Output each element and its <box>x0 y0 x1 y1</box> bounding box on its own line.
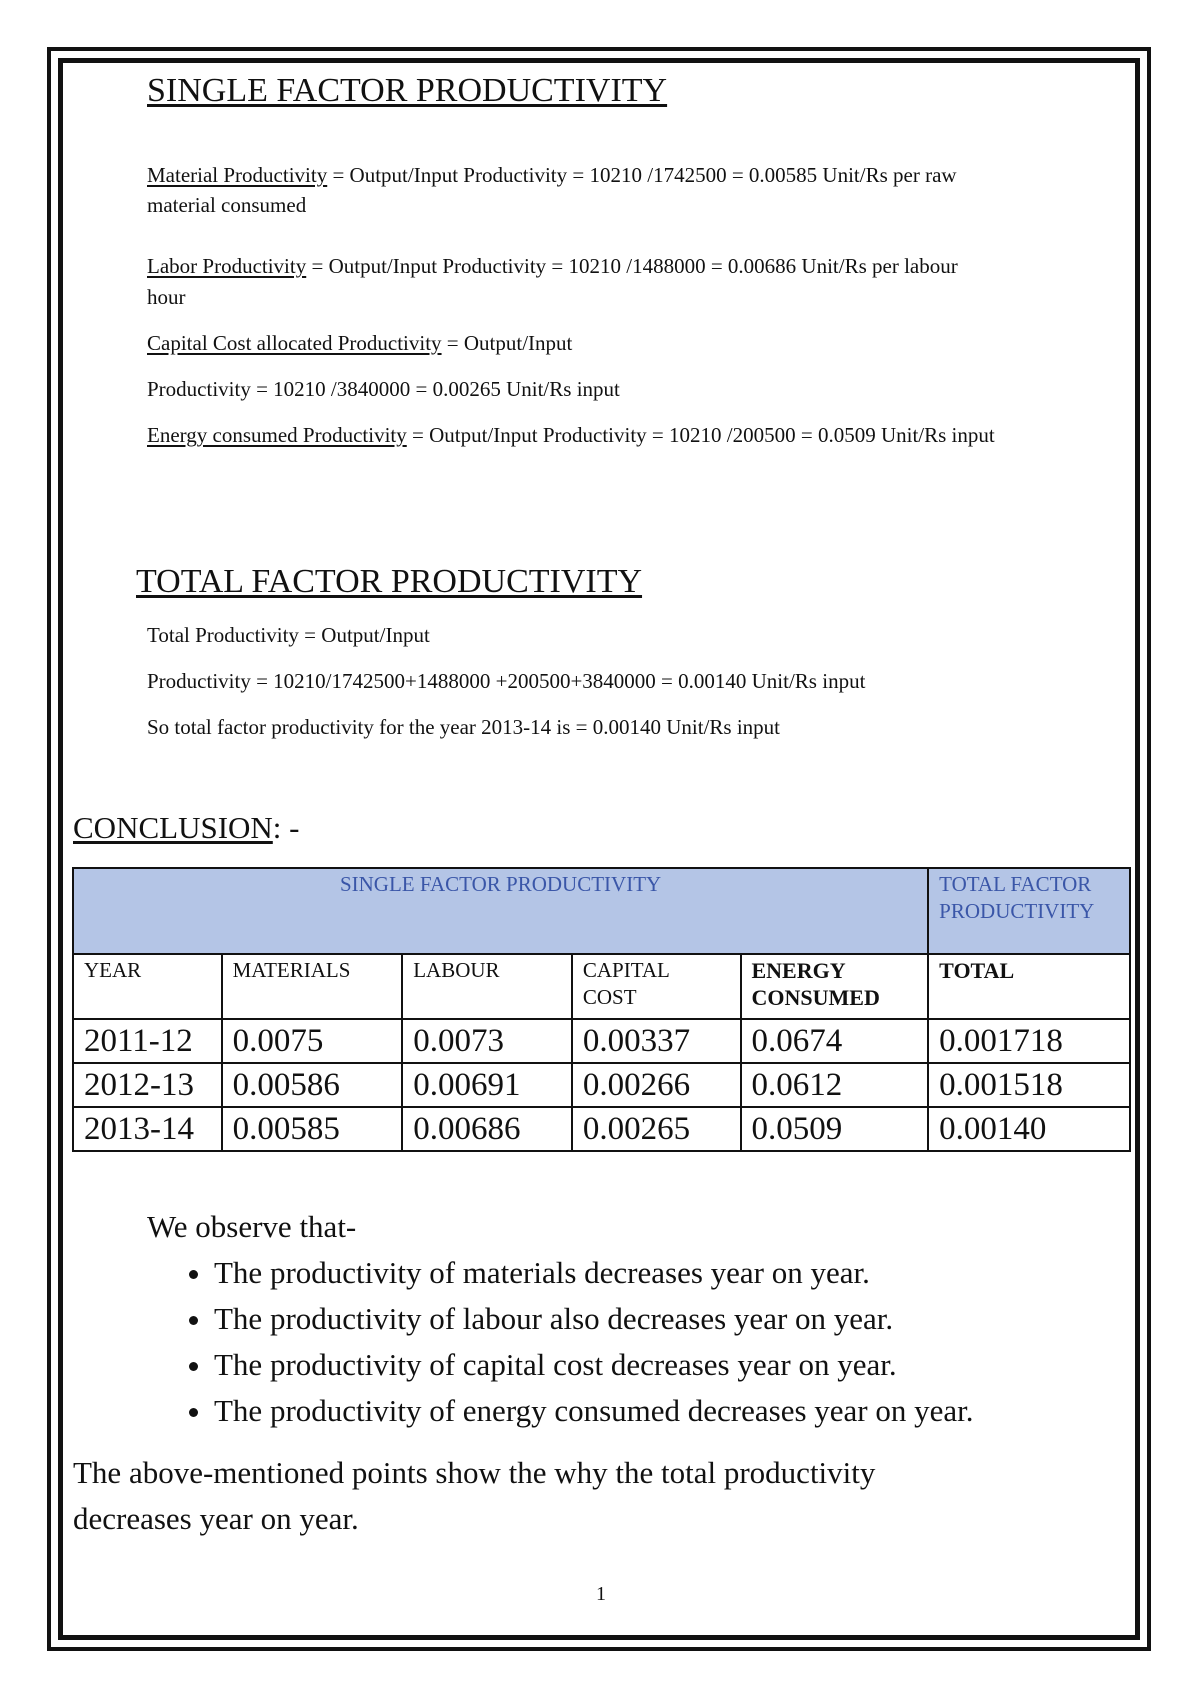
col-header-energy-line1: ENERGY <box>751 958 846 983</box>
observe-intro: We observe that- <box>147 1209 357 1244</box>
conclusion-title: CONCLUSION <box>73 810 273 845</box>
cell-capital-cost: 0.00266 <box>572 1063 741 1107</box>
productivity-table <box>72 867 1131 1152</box>
col-header-labour: LABOUR <box>402 954 572 1019</box>
total-factor-line1: Total Productivity = Output/Input <box>147 623 430 647</box>
conclusion-heading <box>73 810 299 846</box>
list-item: • The productivity of capital cost decreases year on year. <box>214 1342 974 1388</box>
labor-productivity-line <box>147 251 958 281</box>
summary-line1: The above-mentioned points show the why the total productivity <box>73 1455 876 1490</box>
labor-productivity-formula: = Output/Input Productivity = 10210 /1488000 = 0.00686 Unit/Rs per labour <box>306 254 958 278</box>
cell-labour: 0.00691 <box>402 1063 572 1107</box>
energy-productivity-line <box>147 420 995 450</box>
col-header-capital-line1: CAPITAL <box>582 958 670 982</box>
col-header-total: TOTAL <box>928 954 1130 1019</box>
capital-productivity-label: Capital Cost allocated Productivity <box>147 331 442 355</box>
cell-year: 2011-12 <box>73 1019 222 1063</box>
cell-total: 0.00140 <box>928 1107 1130 1151</box>
capital-productivity-line <box>147 328 572 358</box>
cell-energy-consumed: 0.0612 <box>741 1063 929 1107</box>
cell-capital-cost: 0.00337 <box>572 1019 741 1063</box>
table-row <box>73 1019 1130 1063</box>
material-productivity-label: Material Productivity <box>147 163 328 187</box>
col-header-capital-cost <box>572 954 741 1019</box>
col-header-materials: MATERIALS <box>222 954 403 1019</box>
cell-materials: 0.00585 <box>222 1107 403 1151</box>
cell-energy-consumed: 0.0509 <box>741 1107 929 1151</box>
cell-materials: 0.00586 <box>222 1063 403 1107</box>
capital-productivity-line2: Productivity = 10210 /3840000 = 0.00265 Unit/Rs input <box>147 377 620 401</box>
energy-productivity-label: Energy consumed Productivity <box>147 423 407 447</box>
group-header-total-line2: PRODUCTIVITY <box>939 899 1095 923</box>
col-header-year: YEAR <box>73 954 222 1019</box>
cell-materials: 0.0075 <box>222 1019 403 1063</box>
table-row <box>73 1107 1130 1151</box>
total-factor-heading: TOTAL FACTOR PRODUCTIVITY <box>136 563 643 600</box>
capital-productivity-formula: = Output/Input <box>441 331 573 355</box>
observations-list <box>172 1250 974 1434</box>
cell-labour: 0.0073 <box>402 1019 572 1063</box>
table-group-header-row <box>73 868 1130 954</box>
table-column-header-row <box>73 954 1130 1019</box>
col-header-energy-consumed <box>741 954 929 1019</box>
material-productivity-cont: material consumed <box>147 193 307 217</box>
list-item: • The productivity of energy consumed decreases year on year. <box>214 1388 974 1434</box>
conclusion-suffix: : - <box>272 810 300 845</box>
col-header-energy-line2: CONSUMED <box>751 985 880 1010</box>
material-productivity-formula: = Output/Input Productivity = 10210 /1742500 = 0.00585 Unit/Rs per raw <box>327 163 957 187</box>
col-header-capital-line2: COST <box>582 985 637 1009</box>
cell-total: 0.001718 <box>928 1019 1130 1063</box>
list-item: • The productivity of materials decreases year on year. <box>214 1250 974 1296</box>
cell-energy-consumed: 0.0674 <box>741 1019 929 1063</box>
labor-productivity-cont: hour <box>147 285 186 309</box>
material-productivity-line <box>147 160 957 190</box>
labor-productivity-label: Labor Productivity <box>147 254 307 278</box>
summary-line2: decreases year on year. <box>73 1501 359 1536</box>
list-item: • The productivity of labour also decreases year on year. <box>214 1296 974 1342</box>
cell-total: 0.001518 <box>928 1063 1130 1107</box>
cell-labour: 0.00686 <box>402 1107 572 1151</box>
total-factor-line3: So total factor productivity for the year 2013-14 is = 0.00140 Unit/Rs input <box>147 715 781 739</box>
energy-productivity-formula: = Output/Input Productivity = 10210 /200500 = 0.0509 Unit/Rs input <box>406 423 995 447</box>
group-header-total <box>928 868 1130 954</box>
group-header-total-line1: TOTAL FACTOR <box>939 872 1092 896</box>
cell-year: 2013-14 <box>73 1107 222 1151</box>
group-header-single: SINGLE FACTOR PRODUCTIVITY <box>73 868 928 954</box>
page-number: 1 <box>596 1583 606 1605</box>
total-factor-line2: Productivity = 10210/1742500+1488000 +200500+3840000 = 0.00140 Unit/Rs input <box>147 669 866 693</box>
table-row <box>73 1063 1130 1107</box>
single-factor-heading: SINGLE FACTOR PRODUCTIVITY <box>147 72 668 109</box>
cell-year: 2012-13 <box>73 1063 222 1107</box>
cell-capital-cost: 0.00265 <box>572 1107 741 1151</box>
